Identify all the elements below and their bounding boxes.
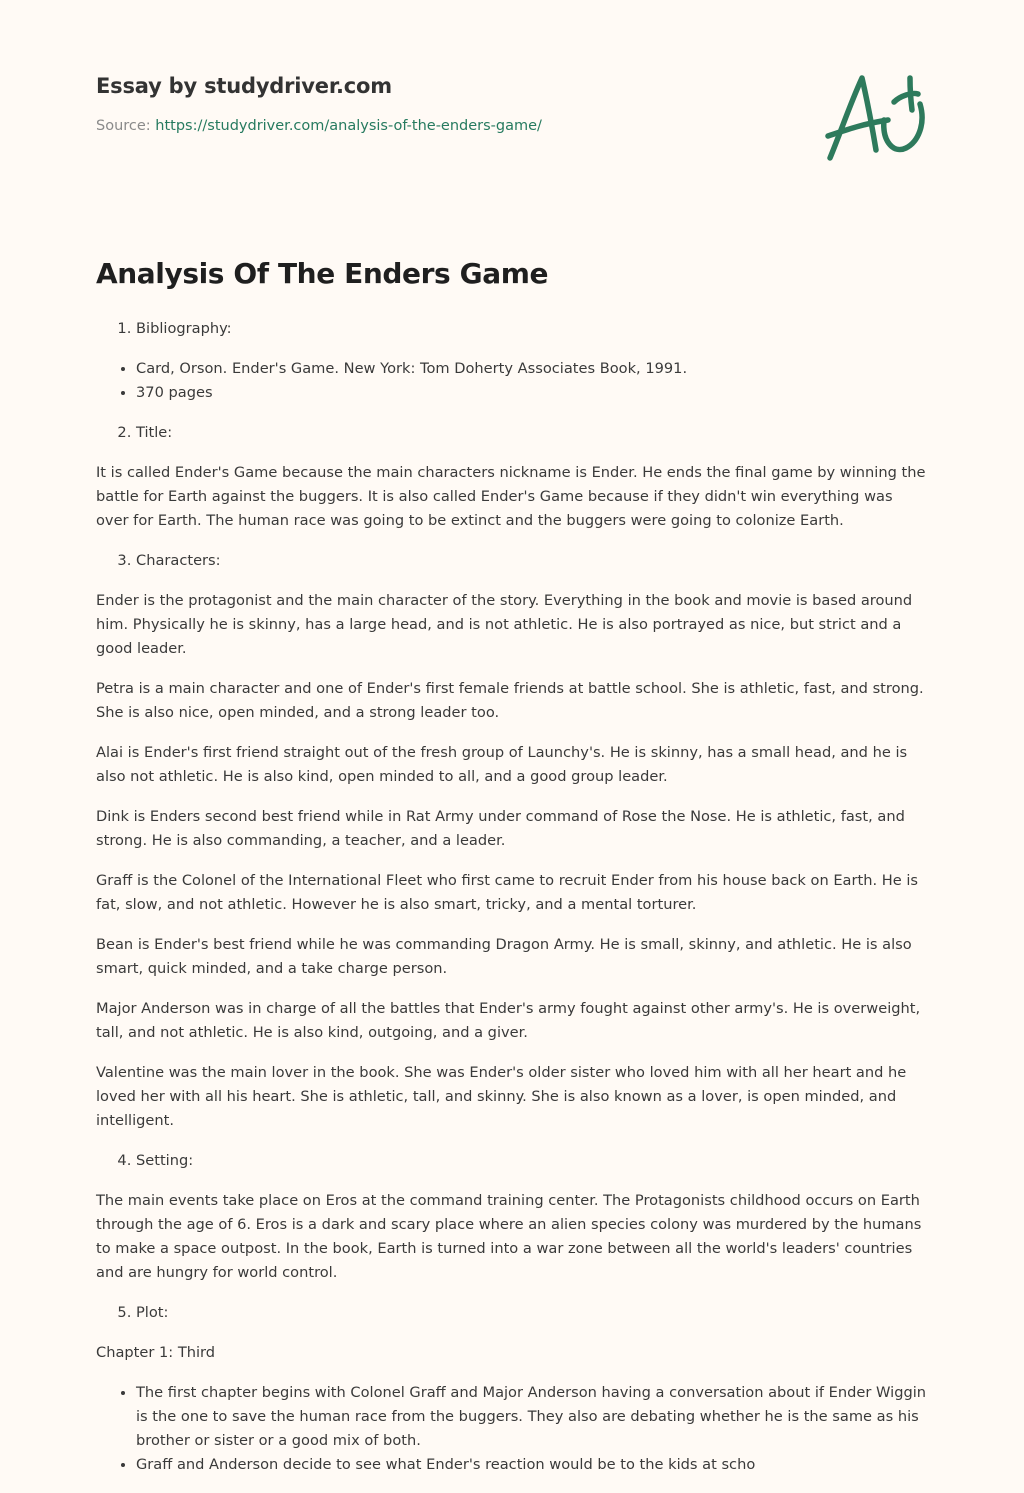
paragraph: Graff is the Colonel of the International Fleet who first came to recruit Ender from his house back on Earth. He is fat, slow, and not athletic. However he is also smart, tricky, and a mental torturer. xyxy=(96,872,918,913)
paragraph: Alai is Ender's first friend straight out of the fresh group of Launchy's. He is skinny, has a small head, and he is also not athletic. He is also kind, open minded to all, and a good group leader. xyxy=(96,744,908,785)
list-item: 5. Plot: xyxy=(136,1301,928,1325)
list-item: • Card, Orson. Ender's Game. New York: Tom Doherty Associates Book, 1991. xyxy=(136,357,928,381)
paragraph: Dink is Enders second best friend while in Rat Army under command of Rose the Nose. He is athletic, fast, and strong. He is also commanding, a teacher, and a leader. xyxy=(96,808,905,849)
chapter-title: Chapter 1: Third xyxy=(96,1344,216,1361)
plot-list xyxy=(96,1381,928,1477)
list-item: • 370 pages xyxy=(136,381,928,405)
section-heading-characters xyxy=(96,549,928,573)
source-link[interactable]: https://studydriver.com/analysis-of-the-enders-game/ xyxy=(155,118,542,134)
list-item: 2. Title: xyxy=(136,421,928,445)
list-item: 4. Setting: xyxy=(136,1149,928,1173)
list-item: • Graff and Anderson decide to see what Ender's reaction would be to the kids at scho xyxy=(136,1453,928,1477)
source-label: Source: xyxy=(96,118,151,134)
paragraph: It is called Ender's Game because the main characters nickname is Ender. He ends the final game by winning the battle for Earth against the buggers. It is also called Ender's Game because if they didn't win everything was over for Earth. The human race was going to be extinct and the buggers were going to colonize Earth. xyxy=(96,464,926,529)
section-heading-bibliography xyxy=(96,317,928,341)
source-line xyxy=(96,118,926,134)
page-title: Analysis Of The Enders Game xyxy=(96,257,549,290)
brand-title: Essay by studydriver.com xyxy=(96,74,392,98)
essay-content xyxy=(96,257,928,1493)
paragraph: The main events take place on Eros at the command training center. The Protagonists childhood occurs on Earth through the age of 6. Eros is a dark and scary place where an alien species colony was murdered by the humans to make a space outpost. In the book, Earth is turned into a war zone between all the world's leaders' countries and are hungry for world control. xyxy=(96,1192,922,1281)
paragraph: Valentine was the main lover in the book. She was Ender's older sister who loved him with all her heart and he loved her with all his heart. She is athletic, tall, and skinny. She is also known as a lover, is open minded, and intelligent. xyxy=(96,1064,907,1129)
section-heading-title xyxy=(96,421,928,445)
paragraph: Ender is the protagonist and the main character of the story. Everything in the book and movie is based around him. Physically he is skinny, has a large head, and is not athletic. He is also portrayed as nice, but strict and a good leader. xyxy=(96,592,913,657)
paragraph: Bean is Ender's best friend while he was commanding Dragon Army. He is small, skinny, and athletic. He is also smart, quick minded, and a take charge person. xyxy=(96,936,912,977)
list-item: 1. Bibliography: xyxy=(136,317,928,341)
bibliography-list xyxy=(96,357,928,405)
a-plus-grade-icon xyxy=(818,64,938,168)
paragraph: Major Anderson was in charge of all the battles that Ender's army fought against other army's. He is overweight, tall, and not athletic. He is also kind, outgoing, and a giver. xyxy=(96,1000,921,1041)
page-header xyxy=(96,74,926,134)
list-item: 3. Characters: xyxy=(136,549,928,573)
paragraph: Petra is a main character and one of Ender's first female friends at battle school. She is athletic, fast, and strong. She is also nice, open minded, and a strong leader too. xyxy=(96,680,924,721)
section-heading-setting xyxy=(96,1149,928,1173)
section-heading-plot xyxy=(96,1301,928,1325)
list-item: • The first chapter begins with Colonel Graff and Major Anderson having a conversation about if Ender Wiggin is the one to save the human race from the buggers. They also are debating whether he is the same as his brother or sister or a good mix of both. xyxy=(136,1381,928,1453)
